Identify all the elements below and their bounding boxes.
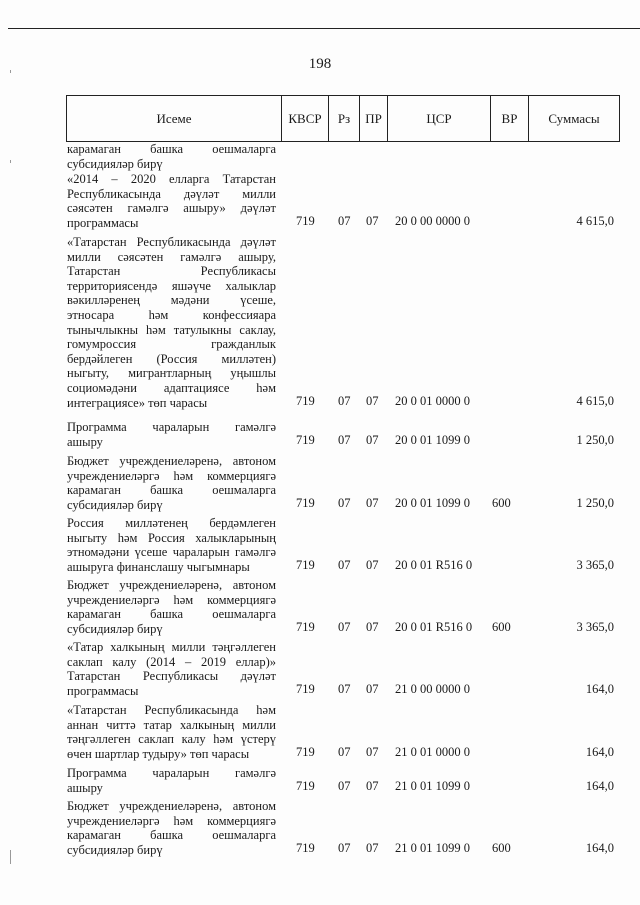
row-kvsr: 719	[296, 432, 315, 447]
row-name-line: субсидияләр бирү	[67, 497, 163, 512]
row-csr: 20 0 01 0000 0	[395, 393, 470, 408]
header-vr: ВР	[491, 96, 529, 141]
row-csr: 20 0 01 R516 0	[395, 557, 473, 572]
row-name-line: саклап калу (2014 – 2019 еллар)»	[67, 654, 276, 669]
row-name-line: карамаган башка оешмаларга	[67, 607, 276, 622]
row-name-line: территориясендә яшәүче халыклар	[67, 278, 276, 293]
row-csr: 20 0 00 0000 0	[395, 213, 470, 228]
row-kvsr: 719	[296, 393, 315, 408]
row-sum: 1 250,0	[576, 432, 614, 447]
row-csr: 21 0 01 1099 0	[395, 840, 470, 855]
row-sum: 1 250,0	[576, 495, 614, 510]
row-name	[67, 454, 276, 512]
row-name-line: этносара һәм конфессияара	[67, 307, 276, 322]
row-name-line: өчен шартлар тудыру» төп чарасы	[67, 746, 250, 761]
row-rz: 07	[338, 619, 351, 634]
row-name-line: субсидияләр бирү	[67, 621, 163, 636]
row-name-line: вәкилләренең мәдәни үсеше,	[67, 293, 276, 308]
row-csr: 21 0 00 0000 0	[395, 681, 470, 696]
row-kvsr: 719	[296, 619, 315, 634]
row-pr: 07	[366, 495, 379, 510]
row-kvsr: 719	[296, 557, 315, 572]
row-csr: 20 0 01 R516 0	[395, 619, 473, 634]
row-name-line: социомәдәни адаптациясе һәм	[67, 380, 276, 395]
row-kvsr: 719	[296, 681, 315, 696]
row-rz: 07	[338, 681, 351, 696]
row-name-line: тәңгәллеген саклап калу һәм үстерү	[67, 732, 276, 747]
header-pr: ПР	[360, 96, 388, 141]
row-name-line: Татарстан Республикасы	[67, 264, 276, 279]
row-name-line: Программа чараларын гамәлгә	[67, 420, 276, 434]
row-name-line: ашыруга финанслашу чыгымнары	[67, 559, 250, 574]
row-name-line: «Татарстан Республикасында һәм	[67, 703, 276, 717]
row-name-line: Республикасында дәүләт милли	[67, 186, 276, 201]
row-name-line: Бюджет учреждениеләренә, автоном	[67, 578, 276, 592]
row-sum: 164,0	[585, 744, 614, 759]
row-sum: 164,0	[585, 840, 614, 855]
row-pr: 07	[366, 393, 379, 408]
row-name-line: интеграциясе» төп чарасы	[67, 395, 208, 410]
margin-mark	[10, 70, 11, 73]
header-kvsr: КВСР	[282, 96, 329, 141]
row-pr: 07	[366, 557, 379, 572]
row-name	[67, 172, 276, 230]
row-name-line: «Татар халкының милли тәңгәллеген	[67, 640, 276, 654]
row-rz: 07	[338, 557, 351, 572]
row-name-line: этномәдәни үсеше чараларын гамәлгә	[67, 545, 276, 560]
row-sum: 164,0	[585, 778, 614, 793]
row-rz: 07	[338, 840, 351, 855]
row-name-line: бердәйлеген (Россия милләтен)	[67, 351, 276, 366]
row-rz: 07	[338, 213, 351, 228]
row-pr: 07	[366, 744, 379, 759]
row-sum: 4 615,0	[576, 393, 614, 408]
row-csr: 21 0 01 1099 0	[395, 778, 470, 793]
row-name	[67, 766, 276, 795]
row-pr: 07	[366, 778, 379, 793]
row-name-line: Бюджет учреждениеләренә, автоном	[67, 799, 276, 813]
row-name-line: сәясәтен гамәлгә ашыру» дәүләт	[67, 201, 276, 216]
row-kvsr: 719	[296, 213, 315, 228]
row-pr: 07	[366, 432, 379, 447]
row-vr: 600	[492, 495, 511, 510]
row-kvsr: 719	[296, 840, 315, 855]
row-kvsr: 719	[296, 744, 315, 759]
row-name-line: учреждениеләргә һәм коммерциягә	[67, 592, 276, 607]
row-pr: 07	[366, 213, 379, 228]
row-name	[67, 420, 276, 449]
row-name-line: «2014 – 2020 елларга Татарстан	[67, 172, 276, 186]
row-sum: 3 365,0	[576, 557, 614, 572]
row-sum: 164,0	[585, 681, 614, 696]
row-name	[67, 235, 276, 410]
page-number: 198	[308, 56, 332, 72]
row-name-line: учреждениеләргә һәм коммерциягә	[67, 813, 276, 828]
row-name-line: субсидияләр бирү	[67, 156, 163, 171]
row-name-line: ашыру	[67, 434, 103, 449]
row-name-line: милли сәясәтен гамәлгә ашыру,	[67, 249, 276, 264]
row-rz: 07	[338, 495, 351, 510]
row-csr: 21 0 01 0000 0	[395, 744, 470, 759]
row-name-line: карамаган башка оешмаларга	[67, 483, 276, 498]
margin-mark	[10, 850, 11, 864]
row-name	[67, 142, 276, 171]
row-pr: 07	[366, 619, 379, 634]
row-name-line: аннан читтә татар халкының милли	[67, 717, 276, 732]
row-name-line: тынычлыкны һәм татулыкны саклау,	[67, 322, 276, 337]
row-rz: 07	[338, 393, 351, 408]
row-name	[67, 640, 276, 698]
row-name-line: карамаган башка оешмаларга	[67, 828, 276, 843]
row-name-line: субсидияләр бирү	[67, 842, 163, 857]
row-vr: 600	[492, 619, 511, 634]
header-rz: Рз	[329, 96, 360, 141]
row-sum: 4 615,0	[576, 213, 614, 228]
row-vr: 600	[492, 840, 511, 855]
row-name-line: карамаган башка оешмаларга	[67, 142, 276, 156]
row-name-line: Россия милләтенең бердәмлеген	[67, 516, 276, 530]
header-csr: ЦСР	[388, 96, 491, 141]
row-name-line: программасы	[67, 215, 139, 230]
row-sum: 3 365,0	[576, 619, 614, 634]
row-name	[67, 516, 276, 574]
margin-mark	[10, 160, 11, 163]
row-rz: 07	[338, 432, 351, 447]
row-csr: 20 0 01 1099 0	[395, 432, 470, 447]
row-name-line: ашыру	[67, 780, 103, 795]
row-kvsr: 719	[296, 495, 315, 510]
row-name-line: Программа чараларын гамәлгә	[67, 766, 276, 780]
row-rz: 07	[338, 744, 351, 759]
row-name-line: гомумроссия гражданлык	[67, 337, 276, 352]
row-name-line: учреждениеләргә һәм коммерциягә	[67, 468, 276, 483]
row-name-line: Бюджет учреждениеләренә, автоном	[67, 454, 276, 468]
row-pr: 07	[366, 681, 379, 696]
row-csr: 20 0 01 1099 0	[395, 495, 470, 510]
row-kvsr: 719	[296, 778, 315, 793]
row-name	[67, 799, 276, 857]
header-name: Исеме	[67, 96, 282, 141]
row-name-line: «Татарстан Республикасында дәүләт	[67, 235, 276, 249]
row-name-line: ныгыту, мигрантларның уңышлы	[67, 366, 276, 381]
row-pr: 07	[366, 840, 379, 855]
row-name	[67, 578, 276, 636]
row-name-line: ныгыту һәм Россия халыкларының	[67, 530, 276, 545]
row-rz: 07	[338, 778, 351, 793]
row-name-line: Татарстан Республикасы дәүләт	[67, 669, 276, 684]
header-sum: Суммасы	[548, 110, 600, 126]
row-name	[67, 703, 276, 761]
row-name-line: программасы	[67, 683, 139, 698]
